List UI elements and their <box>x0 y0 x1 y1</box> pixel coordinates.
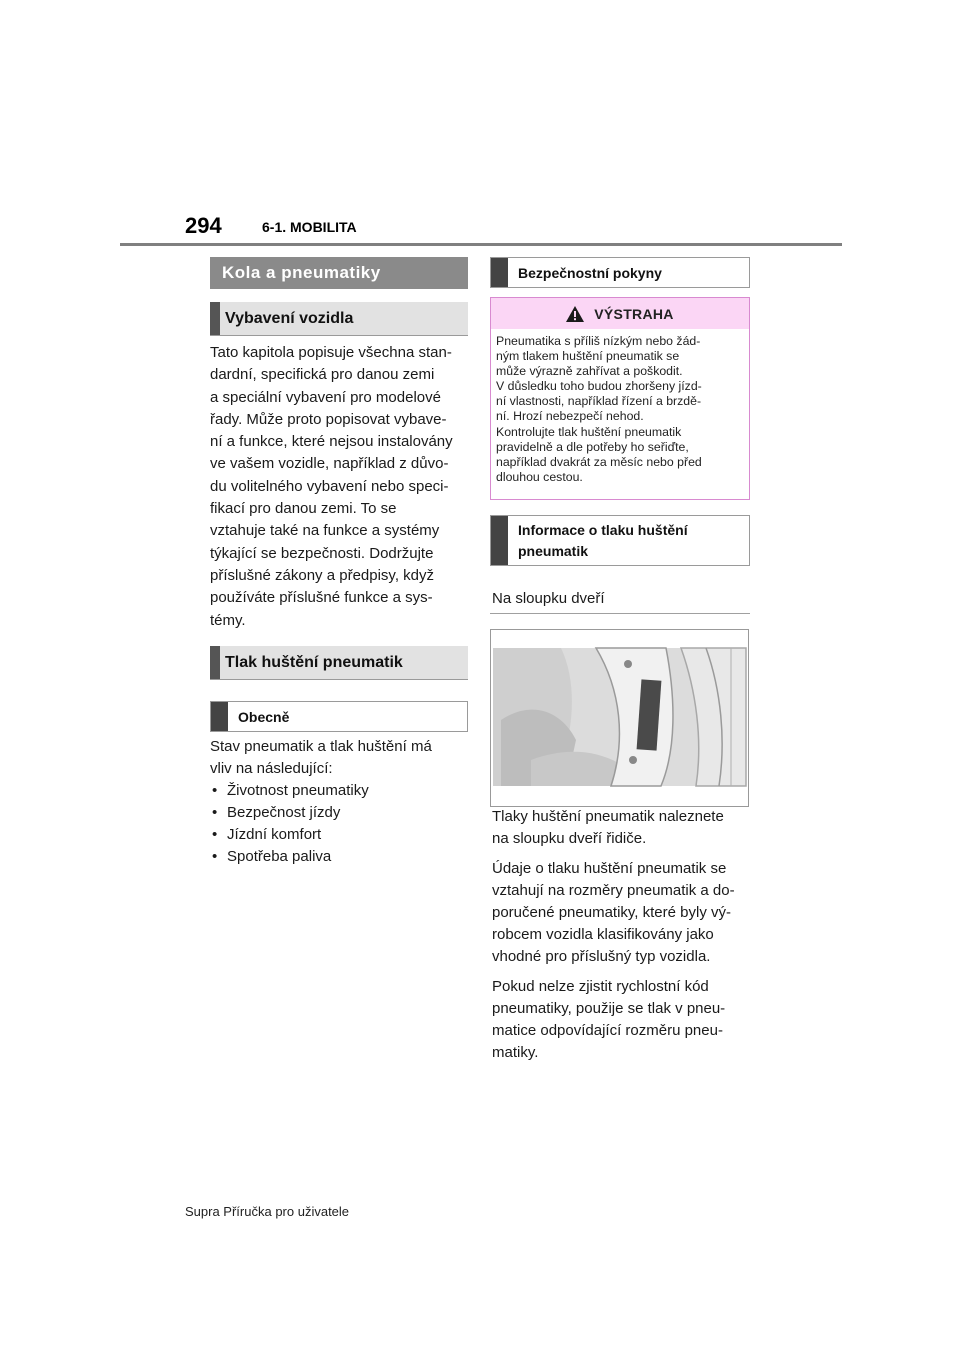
heading-bar <box>491 258 508 287</box>
list-item: • Jízdní komfort <box>210 824 472 846</box>
text-line: řady. Může proto popisovat vybave- <box>210 410 447 428</box>
heading-bar <box>491 516 508 565</box>
text-line: ným tlakem huštění pneumatik se <box>496 349 680 364</box>
text-line: matice odpovídající rozměru pneu- <box>492 1022 723 1039</box>
list-item: • Životnost pneumatiky <box>210 780 472 802</box>
text-line: vztahují na rozměry pneumatik a do- <box>492 882 735 899</box>
heading-bar <box>210 302 220 335</box>
sub-heading-label: Tlak huštění pneumatik <box>225 653 403 671</box>
door-pillar-illustration <box>491 630 748 806</box>
text-line: například dvakrát za měsíc nebo před <box>496 454 702 469</box>
warning-box <box>490 297 750 500</box>
text-line: příslušné zákony a předpisy, když <box>210 566 434 584</box>
text-line: V důsledku toho budou zhoršeny jízd- <box>496 379 702 394</box>
text-line: používáte příslušné funkce a sys- <box>210 589 433 607</box>
page-number: 294 <box>185 213 222 238</box>
small-heading-label: Bezpečnostní pokyny <box>518 264 662 281</box>
text-line: pravidelně a dle potřeby ho seřiďte, <box>496 439 689 454</box>
door-pillar-image <box>490 629 749 807</box>
text-line: robcem vozidla klasifikovány jako <box>492 926 714 943</box>
text-line: Kontrolujte tlak huštění pneumatik <box>496 424 682 439</box>
effects-list <box>210 780 472 868</box>
text-line: pneumatik <box>518 542 589 559</box>
general-paragraph <box>210 736 472 868</box>
text-line: pneumatiky, použije se tlak v pneu- <box>492 1000 726 1017</box>
text-line: ve vašem vozidle, například z důvo- <box>210 455 449 473</box>
text-line: na sloupku dveří řidiče. <box>492 830 647 847</box>
image-caption: Na sloupku dveří <box>492 590 605 607</box>
right-paragraphs <box>492 806 757 1064</box>
caption-divider <box>490 613 750 614</box>
text-line: vliv na následující: <box>210 760 333 777</box>
heading-bar <box>210 646 220 679</box>
warning-text <box>491 329 749 485</box>
main-heading: Kola a pneumatiky <box>210 257 468 289</box>
footer-text: Supra Příručka pro uživatele <box>185 1204 350 1219</box>
section-title: 6-1. MOBILITA <box>262 219 357 235</box>
text-line: du volitelného vybavení nebo speci- <box>210 477 449 495</box>
sub-heading-equipment <box>210 302 468 336</box>
text-line: dlouhou cestou. <box>496 469 583 484</box>
text-line: Tato kapitola popisuje všechna stan- <box>210 344 452 361</box>
text-line: Pokud nelze zjistit rychlostní kód <box>492 978 709 995</box>
small-heading-pressure-info <box>490 515 750 566</box>
text-line: vhodné pro příslušný typ vozidla. <box>492 948 711 965</box>
warning-header <box>491 298 749 329</box>
text-line: Stav pneumatik a tlak huštění má <box>210 738 432 755</box>
text-line: může výrazně zahřívat a poškodit. <box>496 364 683 379</box>
text-line: dardní, specifická pro danou zemi <box>210 366 435 384</box>
text-line: Tlaky huštění pneumatik naleznete <box>492 808 724 825</box>
text-line: matiky. <box>492 1044 539 1061</box>
text-line: Údaje o tlaku huštění pneumatik se <box>492 860 727 877</box>
text-line: týkající se bezpečnosti. Dodržujte <box>210 544 434 562</box>
text-line: ní vlastnosti, například řízení a brzdě- <box>496 394 702 409</box>
text-line: ní. Hrozí nebezpečí nehod. <box>496 409 644 424</box>
heading-bar <box>211 702 228 731</box>
text-line: Pneumatika s příliš nízkým nebo žád- <box>496 334 701 348</box>
text-line: témy. <box>210 611 246 629</box>
list-item: • Bezpečnost jízdy <box>210 802 472 824</box>
text-line: fikací pro danou zemi. To se <box>210 500 397 518</box>
text-line: poručené pneumatiky, které byly vý- <box>492 904 731 921</box>
intro-paragraph <box>210 342 472 632</box>
text-line: a speciální vybavení pro modelové <box>210 388 441 406</box>
text-line: ní a funkce, které nejsou instalovány <box>210 433 453 451</box>
warning-triangle-icon <box>566 306 584 322</box>
sub-heading-label: Vybavení vozidla <box>225 309 354 327</box>
small-heading-label <box>518 516 688 565</box>
warning-title: VÝSTRAHA <box>594 305 674 322</box>
small-heading-general <box>210 701 468 732</box>
text-line: vztahuje také na funkce a systémy <box>210 522 440 540</box>
list-item: • Spotřeba paliva <box>210 846 472 868</box>
text-line: Informace o tlaku huštění <box>518 521 688 538</box>
header-divider <box>120 243 842 246</box>
small-heading-label: Obecně <box>238 708 290 725</box>
small-heading-safety <box>490 257 750 288</box>
sub-heading-tire-pressure <box>210 646 468 680</box>
